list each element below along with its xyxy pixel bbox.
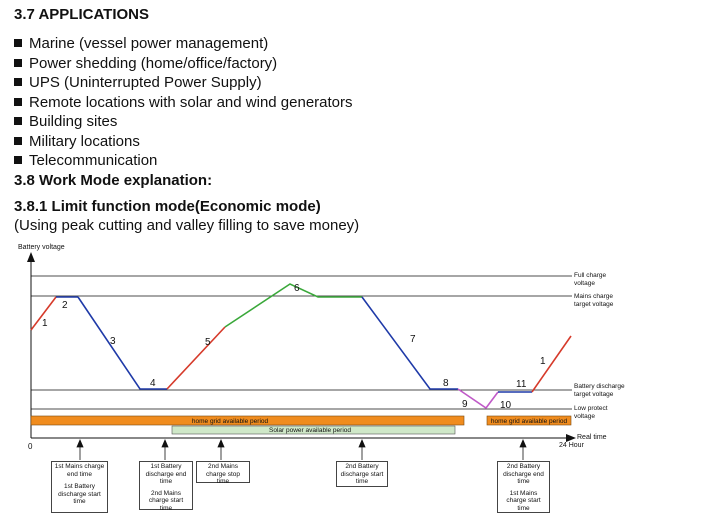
phase-number: 10 — [500, 400, 512, 411]
phase-number: 1 — [42, 318, 48, 329]
phase-number: 4 — [150, 378, 156, 389]
phase-number: 8 — [443, 378, 449, 389]
annotation-box-4: 2nd Battery discharge start time — [336, 461, 388, 487]
list-item: Marine (vessel power management) — [14, 34, 353, 54]
annotation-box-3: 2nd Mains charge stop time — [196, 461, 250, 483]
y-axis-label: Battery voltage — [18, 244, 65, 251]
section-381-subtitle: (Using peak cutting and valley filling to save money) — [14, 217, 360, 234]
curve-segment-discharge-3 — [78, 297, 167, 389]
low-protect-label: Low protect voltage — [574, 405, 608, 420]
list-item: Remote locations with solar and wind generators — [14, 93, 353, 113]
x-axis-arrow-icon — [566, 434, 576, 442]
discharge-target-label: Battery discharge target voltage — [574, 383, 625, 398]
grid-bar-1-label: home grid available period — [191, 417, 269, 425]
phase-number: 11 — [516, 379, 527, 390]
phase-number: 7 — [410, 334, 416, 345]
mains-target-label: Mains charge target voltage — [574, 293, 614, 308]
annotation-box-5: 2nd Battery discharge end time 1st Mains charge start time — [497, 461, 550, 513]
list-item: Military locations — [14, 132, 353, 152]
phase-number: 2 — [62, 300, 68, 311]
curve-segment-charge-5 — [167, 327, 225, 389]
full-charge-label: Full charge voltage — [574, 272, 607, 287]
annotation-box-1: 1st Mains charge end time 1st Battery discharge start time — [51, 461, 108, 513]
phase-number: 1 — [540, 356, 546, 367]
annotation-arrows — [77, 440, 526, 460]
list-item: Telecommunication — [14, 151, 353, 171]
list-item: UPS (Uninterrupted Power Supply) — [14, 73, 353, 93]
x-axis-label: Real time — [577, 434, 607, 441]
section-38-title: 3.8 Work Mode explanation: — [14, 172, 213, 189]
section-381-title: 3.8.1 Limit function mode(Economic mode) — [14, 198, 321, 215]
phase-number: 9 — [462, 399, 468, 410]
annotation-box-2: 1st Battery discharge end time 2nd Mains charge start time — [139, 461, 193, 510]
phase-number: 3 — [110, 336, 116, 347]
solar-bar-label: Solar power available period — [268, 427, 352, 434]
grid-bar-2-label: home grid available period — [490, 417, 568, 425]
list-item: Power shedding (home/office/factory) — [14, 54, 353, 74]
phase-number: 5 — [205, 337, 211, 348]
end-label: 24 Hour — [559, 442, 584, 449]
section-37-title: 3.7 APPLICATIONS — [14, 6, 150, 23]
phase-number: 6 — [294, 283, 300, 294]
list-item: Building sites — [14, 112, 353, 132]
y-axis-arrow-icon — [27, 252, 35, 262]
origin-label: 0 — [28, 442, 33, 451]
curve-segment-charge-1b — [532, 336, 571, 392]
